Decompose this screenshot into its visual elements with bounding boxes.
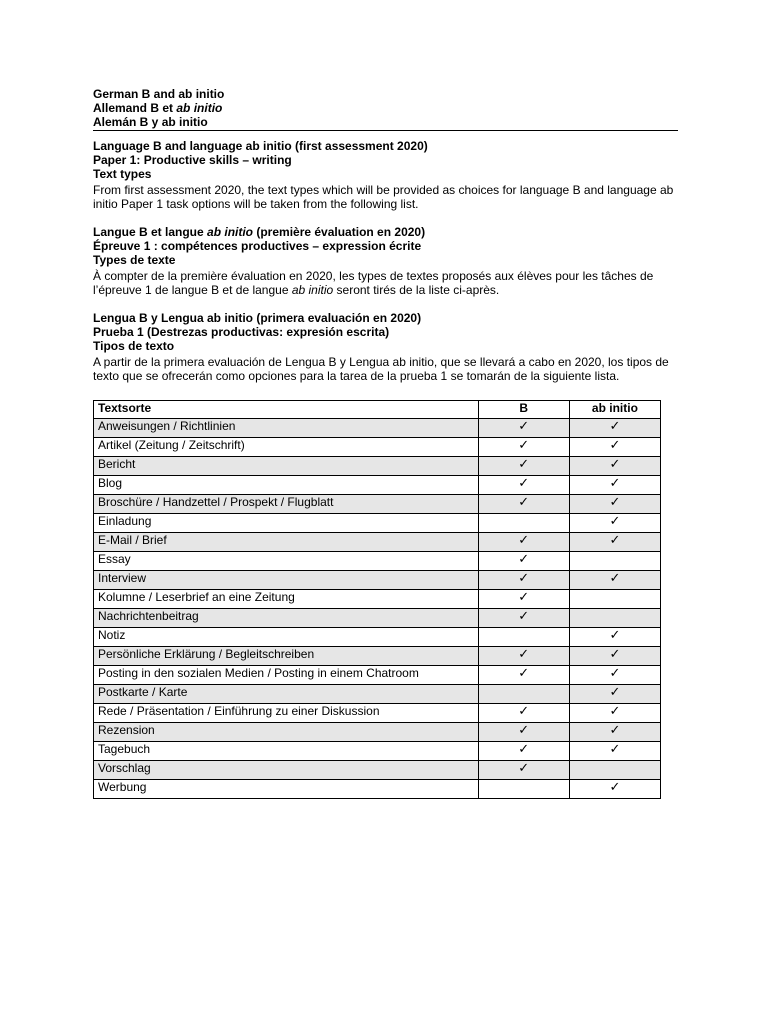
b-check-cell: ✓ [478, 476, 569, 495]
table-row [94, 533, 661, 552]
b-check-cell: ✓ [478, 666, 569, 685]
table-row [94, 780, 661, 799]
header-line-german: German B and ab initio [93, 87, 225, 101]
b-check-cell [478, 514, 569, 533]
table-row [94, 590, 661, 609]
english-heading: Text types [93, 167, 152, 181]
header-b: B [478, 401, 569, 419]
text-type-name: Broschüre / Handzettel / Prospekt / Flugblatt [94, 495, 479, 514]
ab-initio-check-cell: ✓ [569, 476, 660, 495]
text-type-name: E-Mail / Brief [94, 533, 479, 552]
header-line-spanish: Alemán B y ab initio [93, 115, 208, 129]
table-row [94, 723, 661, 742]
text-type-name: Artikel (Zeitung / Zeitschrift) [94, 438, 479, 457]
text-type-name: Werbung [94, 780, 479, 799]
table-body [94, 419, 661, 799]
b-check-cell [478, 780, 569, 799]
ab-initio-check-cell: ✓ [569, 457, 660, 476]
ab-initio-check-cell [569, 761, 660, 780]
ab-initio-check-cell: ✓ [569, 685, 660, 704]
french-subtitle: Épreuve 1 : compétences productives – expression écrite [93, 239, 422, 253]
table-row [94, 476, 661, 495]
ab-initio-check-cell: ✓ [569, 571, 660, 590]
french-title: Langue B et langue ab initio (première évaluation en 2020) [93, 225, 426, 239]
ab-initio-check-cell [569, 552, 660, 571]
table-row [94, 419, 661, 438]
ab-initio-check-cell: ✓ [569, 723, 660, 742]
ab-initio-check-cell: ✓ [569, 647, 660, 666]
french-heading: Types de texte [93, 253, 176, 267]
table-row [94, 761, 661, 780]
b-check-cell: ✓ [478, 438, 569, 457]
text-type-name: Rezension [94, 723, 479, 742]
ab-initio-check-cell: ✓ [569, 419, 660, 438]
b-check-cell: ✓ [478, 419, 569, 438]
table-row [94, 457, 661, 476]
table-row [94, 742, 661, 761]
ab-initio-check-cell [569, 590, 660, 609]
text-type-name: Blog [94, 476, 479, 495]
text-type-name: Interview [94, 571, 479, 590]
b-check-cell [478, 685, 569, 704]
ab-initio-check-cell: ✓ [569, 495, 660, 514]
ab-initio-check-cell: ✓ [569, 438, 660, 457]
text-type-name: Tagebuch [94, 742, 479, 761]
table-row [94, 609, 661, 628]
table-row [94, 628, 661, 647]
b-check-cell: ✓ [478, 571, 569, 590]
table-header-row [94, 401, 661, 419]
text-types-table [93, 400, 661, 799]
ab-initio-check-cell [569, 609, 660, 628]
table-row [94, 552, 661, 571]
text-type-name: Persönliche Erklärung / Begleitschreiben [94, 647, 479, 666]
english-paragraph: From first assessment 2020, the text types which will be provided as choices for language B and language ab initio Paper 1 task options will be taken from the following list. [93, 183, 674, 211]
text-type-name: Posting in den sozialen Medien / Posting in einem Chatroom [94, 666, 479, 685]
french-paragraph: À compter de la première évaluation en 2020, les types de textes proposés aux élèves pour les tâches de l’épreuve 1 de langue B et de langue ab initio seront tirés de la liste ci-après. [93, 269, 654, 297]
spanish-section [93, 311, 678, 383]
header-line-french: Allemand B et ab initio [93, 101, 223, 115]
table-row [94, 666, 661, 685]
b-check-cell: ✓ [478, 533, 569, 552]
b-check-cell: ✓ [478, 723, 569, 742]
b-check-cell: ✓ [478, 742, 569, 761]
spanish-title: Lengua B y Lengua ab initio (primera evaluación en 2020) [93, 311, 422, 325]
b-check-cell: ✓ [478, 590, 569, 609]
french-section [93, 225, 678, 297]
document-page [93, 87, 678, 397]
text-type-name: Postkarte / Karte [94, 685, 479, 704]
ab-initio-check-cell: ✓ [569, 628, 660, 647]
text-type-name: Vorschlag [94, 761, 479, 780]
english-section [93, 139, 678, 211]
b-check-cell: ✓ [478, 457, 569, 476]
b-check-cell: ✓ [478, 552, 569, 571]
ab-initio-check-cell: ✓ [569, 742, 660, 761]
ab-initio-check-cell: ✓ [569, 533, 660, 552]
spanish-subtitle: Prueba 1 (Destrezas productivas: expresión escrita) [93, 325, 390, 339]
text-type-name: Nachrichtenbeitrag [94, 609, 479, 628]
english-title: Language B and language ab initio (first assessment 2020) [93, 139, 428, 153]
b-check-cell: ✓ [478, 609, 569, 628]
table-row [94, 647, 661, 666]
english-subtitle: Paper 1: Productive skills – writing [93, 153, 292, 167]
header-ab-initio: ab initio [569, 401, 660, 419]
ab-initio-check-cell: ✓ [569, 666, 660, 685]
text-type-name: Bericht [94, 457, 479, 476]
b-check-cell: ✓ [478, 761, 569, 780]
b-check-cell [478, 628, 569, 647]
spanish-heading: Tipos de texto [93, 339, 175, 353]
spanish-paragraph: A partir de la primera evaluación de Lengua B y Lengua ab initio, que se llevará a cabo en 2020, los tipos de texto que se ofrecerán como opciones para la tarea de la prueba 1 se tomarán de la siguiente lista. [93, 355, 669, 383]
table-row [94, 571, 661, 590]
table-row [94, 514, 661, 533]
table-row [94, 495, 661, 514]
text-type-name: Essay [94, 552, 479, 571]
ab-initio-check-cell: ✓ [569, 704, 660, 723]
text-type-name: Notiz [94, 628, 479, 647]
text-type-name: Anweisungen / Richtlinien [94, 419, 479, 438]
b-check-cell: ✓ [478, 647, 569, 666]
ab-initio-check-cell: ✓ [569, 514, 660, 533]
table-row [94, 438, 661, 457]
text-type-name: Kolumne / Leserbrief an eine Zeitung [94, 590, 479, 609]
header-textsorte: Textsorte [94, 401, 479, 419]
ab-initio-check-cell: ✓ [569, 780, 660, 799]
table-row [94, 704, 661, 723]
document-header [93, 87, 678, 131]
b-check-cell: ✓ [478, 704, 569, 723]
text-type-name: Rede / Präsentation / Einführung zu einer Diskussion [94, 704, 479, 723]
text-type-name: Einladung [94, 514, 479, 533]
table-row [94, 685, 661, 704]
b-check-cell: ✓ [478, 495, 569, 514]
